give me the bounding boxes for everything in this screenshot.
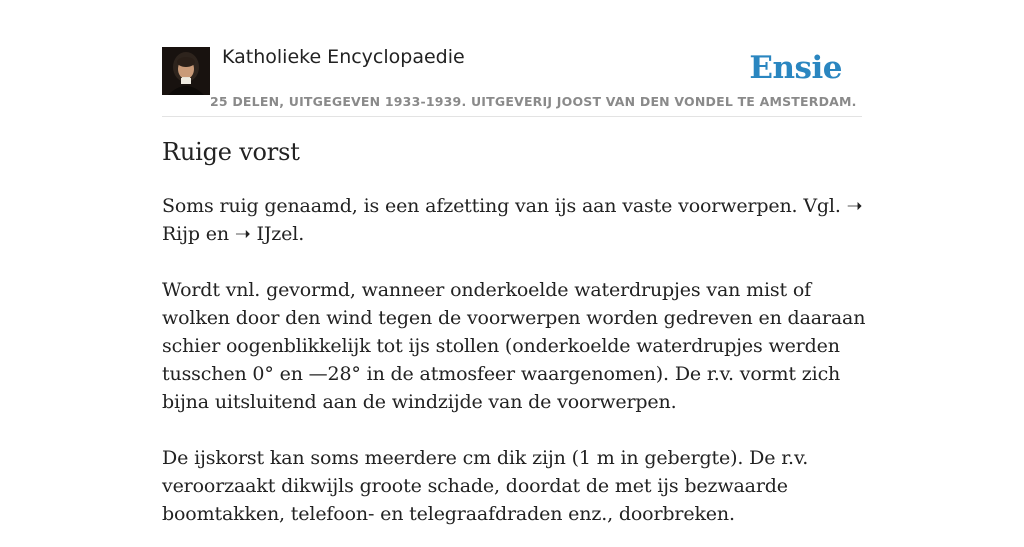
intro-text-end: . bbox=[298, 223, 305, 245]
article-paragraph: Wordt vnl. gevormd, wanneer onderkoelde waterdrupjes van mist of wolken door den wind tegen de voorwerpen worden gedreven en daaraan schier oogenblikkelijk tot ijs stollen (onderkoelde waterdrupjes werden tusschen 0° en —28° in de atmosfeer waargenomen). De r.v. vormt zich bijna uitsluitend aan de windzijde van de voorwerpen. bbox=[162, 279, 866, 413]
article-paragraph: De ijskorst kan soms meerdere cm dik zijn (1 m in gebergte). De r.v. veroorzaakt dikwijls groote schade, doordat de met ijs bezwaarde boomtakken, telefoon- en telegraafdraden enz., doorbreken. bbox=[162, 447, 809, 525]
source-header bbox=[162, 46, 862, 117]
xref-label: Rijp bbox=[162, 223, 200, 245]
xref-link-ijzel[interactable] bbox=[235, 223, 298, 245]
article-intro bbox=[162, 192, 866, 248]
arrow-right-icon: ➝ bbox=[846, 195, 863, 217]
arrow-right-icon: ➝ bbox=[234, 223, 251, 245]
source-title[interactable]: Katholieke Encyclopaedie bbox=[222, 46, 465, 68]
portrait-avatar-icon[interactable] bbox=[162, 47, 210, 95]
intro-text: Soms ruig genaamd, is een afzetting van ijs aan vaste voorwerpen. Vgl. bbox=[162, 195, 847, 217]
xref-label: IJzel bbox=[256, 223, 299, 245]
source-subtitle: 25 DELEN, UITGEGEVEN 1933-1939. UITGEVERIJ JOOST VAN DEN VONDEL TE AMSTERDAM. bbox=[210, 94, 857, 109]
article-title: Ruige vorst bbox=[162, 138, 300, 166]
intro-text-between: en bbox=[199, 223, 235, 245]
brand-logo[interactable]: Ensie bbox=[749, 50, 842, 86]
article-body bbox=[162, 192, 866, 547]
